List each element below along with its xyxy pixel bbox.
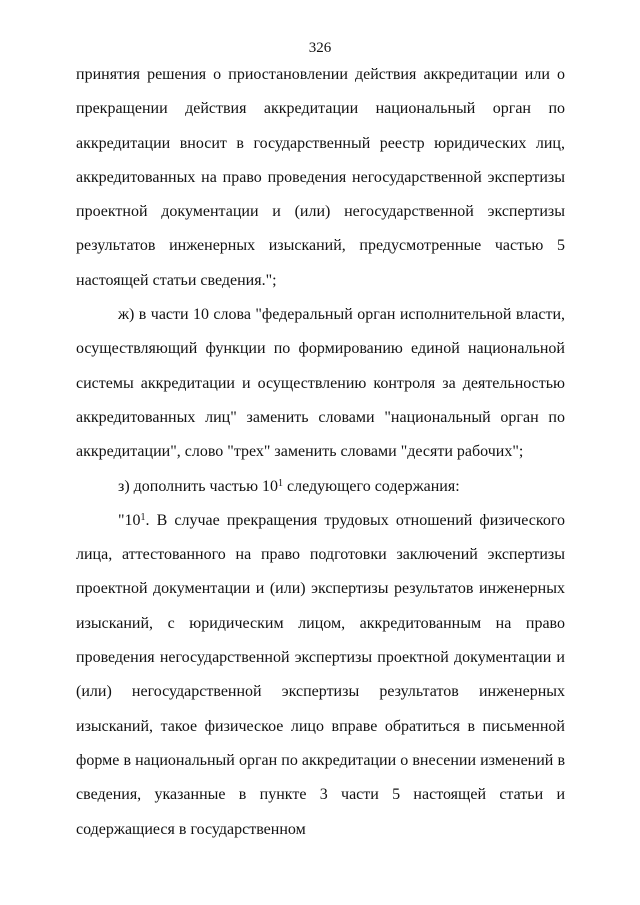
superscript: 1 [278, 477, 284, 489]
paragraph [76, 504, 565, 847]
text-run: з) дополнить частью 10 [118, 477, 279, 495]
body-text [76, 58, 565, 847]
text-run: "10 [118, 511, 141, 529]
paragraph [76, 298, 565, 469]
text-run: следующего содержания: [283, 477, 460, 495]
paragraph [76, 58, 565, 298]
superscript: 1 [140, 511, 146, 523]
paragraph [76, 470, 565, 504]
text-run: . В случае прекращения трудовых отношений физического лица, аттестованного на право подготовки заключений экспертизы проектной документации и (или) экспертизы результатов инженерных изысканий, с юридическим лицом, аккредитованным на право проведения негосударственной экспертизы проектной документации и (или) негосударственной экспертизы результатов инженерных изысканий, такое физическое лицо вправе обратиться в письменной форме в национальный орган по аккредитации о внесении изменений в сведения, указанные в пункте 3 части 5 настоящей статьи и содержащиеся в государственном [76, 511, 565, 838]
text-run: ж) в части 10 слова "федеральный орган исполнительной власти, осуществляющий функции по формированию единой национальной системы аккредитации и осуществлению контроля за деятельностью аккредитованных лиц" заменить словами "национальный орган по аккредитации", слово "трех" заменить словами "десяти рабочих"; [76, 306, 565, 461]
page-number: 326 [308, 40, 332, 56]
text-run: принятия решения о приостановлении действия аккредитации или о прекращении действия аккредитации национальный орган по аккредитации вносит в государственный реестр юридических лиц, аккредитованных на право проведения негосударственной экспертизы проектной документации и (или) негосударственной экспертизы результатов инженерных изысканий, предусмотренные частью 5 настоящей статьи сведения."; [76, 66, 565, 289]
